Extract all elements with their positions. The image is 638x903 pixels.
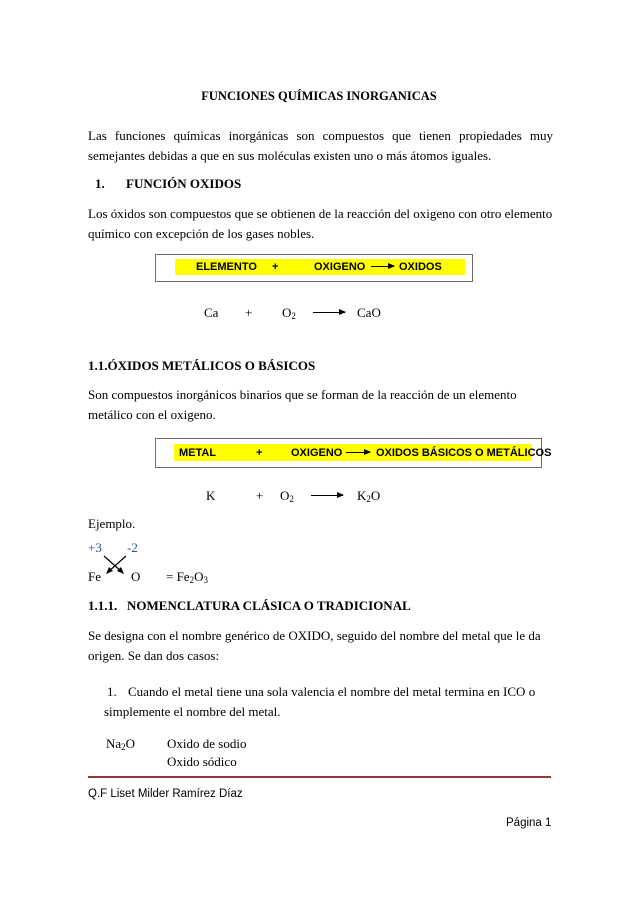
section-1-1-1-heading: 1.1.1. NOMENCLATURA CLÁSICA O TRADICIONAL (88, 598, 411, 613)
formula-result: = $Fe_2O_3$ (166, 569, 208, 585)
eq1-arrow (313, 312, 345, 313)
eq2-k2o: $K_2O$ (357, 488, 381, 504)
box1-oxigeno: OXIGENO (314, 261, 366, 273)
page-title: FUNCIONES QUÍMICAS INORGANICAS (201, 89, 437, 103)
case-1-text: Cuando el metal tiene una sola valencia el nombre del metal termina en ICO o simplemente el nombre del metal. (104, 684, 536, 719)
box2-plus: + (256, 447, 263, 459)
formula-o: O (131, 569, 141, 584)
box2-arrow (346, 452, 370, 453)
formula-fe: Fe (88, 569, 101, 584)
box2-metal: METAL (179, 447, 217, 459)
section-1-1-body: Son compuestos inorgánicos binarios que se forman de la reacción de un elemento metálico con el oxigeno. (88, 387, 517, 422)
eq1-plus: + (245, 305, 253, 320)
eq2-plus: + (256, 488, 264, 503)
eq1-o2: $O_2$ (282, 305, 296, 321)
case-1-number: 1. (107, 684, 117, 699)
na2o-name-1: Oxido de sodio (167, 736, 247, 751)
eq2-k: K (206, 488, 216, 503)
section-1-1-1-body: Se designa con el nombre genérico de OXIDO, seguido del nombre del metal que le da origen. Se dan dos casos: (88, 628, 541, 663)
footer-page-number: Página 1 (506, 817, 552, 829)
section-1-body: Los óxidos son compuestos que se obtienen de la reacción del oxigeno con otro elemento químico con excepción de los gases nobles. (88, 206, 553, 241)
valence-fe: +3 (88, 540, 102, 555)
section-1-number: 1. (95, 176, 105, 191)
section-1-1-heading: 1.1.ÓXIDOS METÁLICOS O BÁSICOS (88, 358, 316, 373)
box1-plus: + (272, 261, 279, 273)
box1-elemento: ELEMENTO (196, 261, 257, 273)
na2o-formula: $Na_2O$ (106, 736, 136, 752)
box2-oxigeno: OXIGENO (291, 447, 343, 459)
eq2-arrow (311, 495, 343, 496)
na2o-name-2: Oxido sódico (167, 754, 237, 769)
eq1-ca: Ca (204, 305, 219, 320)
footer-author: Q.F Liset Milder Ramírez Díaz (88, 788, 243, 800)
section-1-heading: FUNCIÓN OXIDOS (126, 176, 242, 191)
valence-o: -2 (127, 540, 138, 555)
intro-paragraph: Las funciones químicas inorgánicas son compuestos que tienen propiedades muy semejantes debidas a que en sus moléculas existen uno o más átomos iguales. (88, 128, 553, 163)
box2-oxidos: OXIDOS BÁSICOS O METÁLICOS (376, 447, 552, 459)
example-label: Ejemplo. (88, 516, 136, 531)
cross-arrows (100, 554, 130, 576)
footer-rule (88, 776, 551, 778)
eq1-cao: CaO (357, 305, 381, 320)
box1-arrow (371, 266, 394, 267)
eq2-o2: $O_2$ (280, 488, 294, 504)
box1-oxidos: OXIDOS (399, 261, 442, 273)
